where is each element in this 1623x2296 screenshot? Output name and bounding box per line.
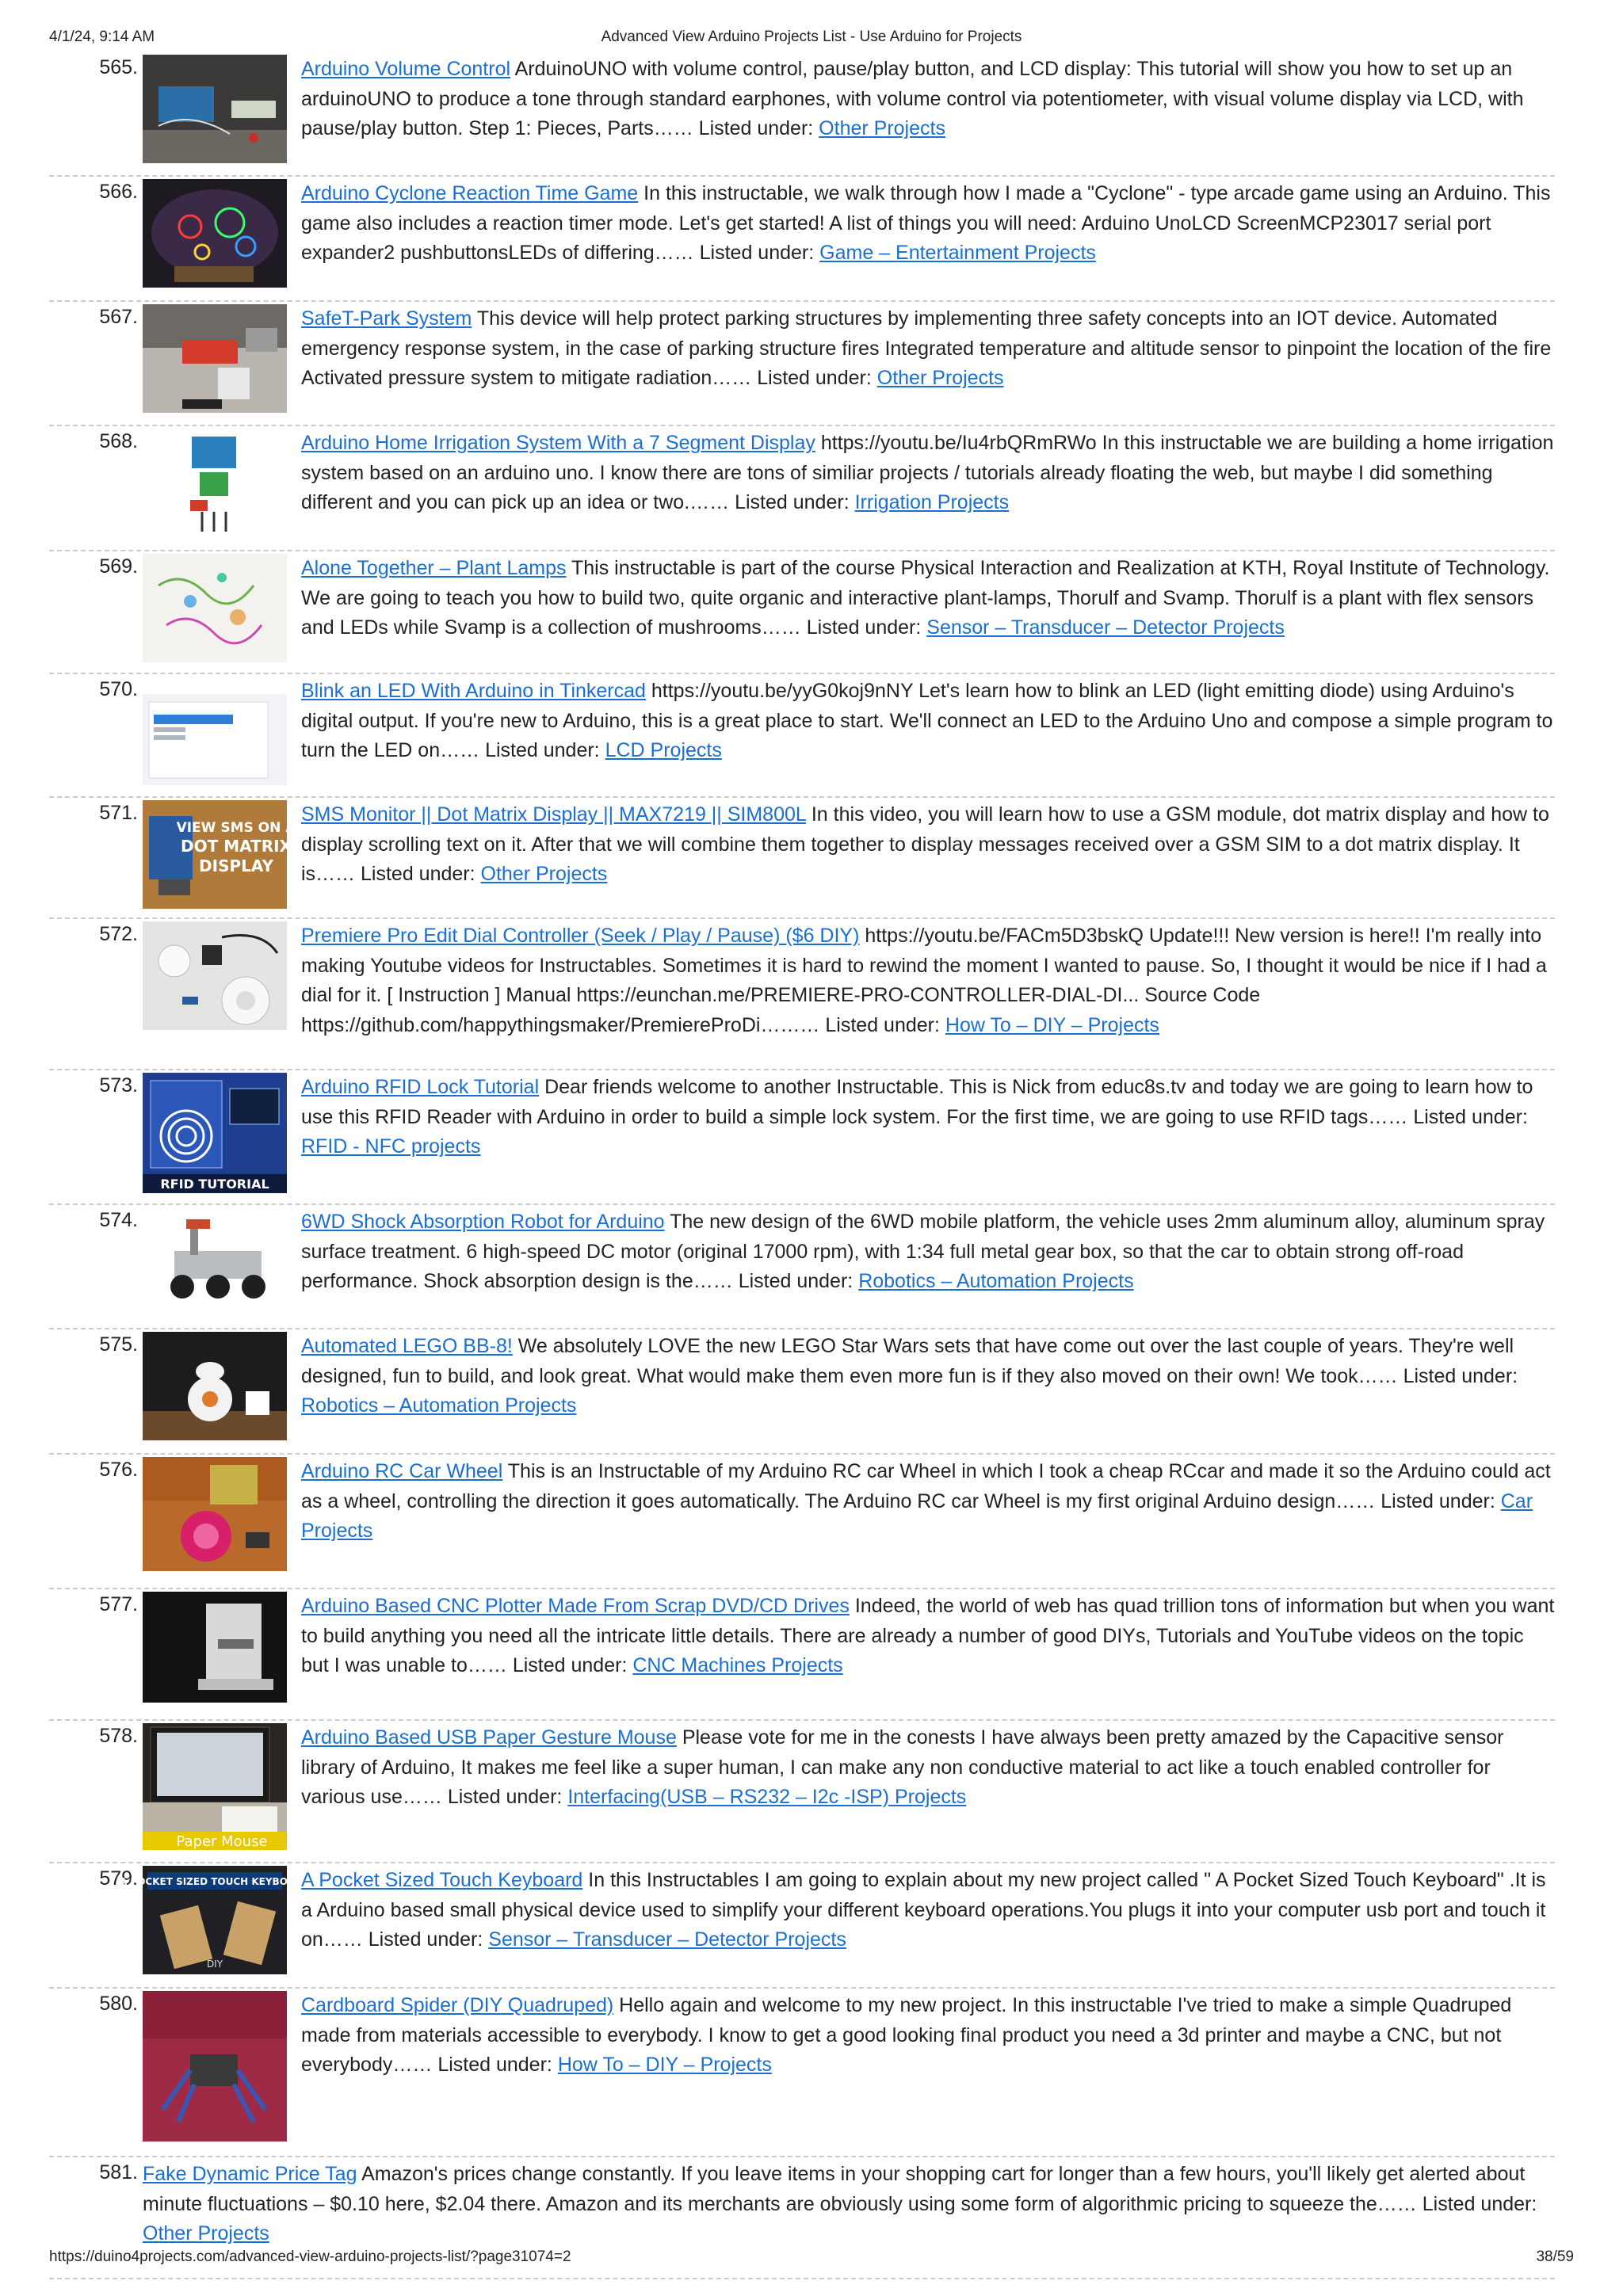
project-title-link[interactable]: Cardboard Spider (DIY Quadruped): [301, 1994, 614, 2016]
item-text: [301, 304, 1555, 394]
project-description: https://youtu.be/yyG0koj9nNY Let's learn how to blink an LED (light emitting diode) using Arduino's digital output. If you're new to Arduino, this is a great place to start. We'll connect an LED to the Arduino Uno and compose a simple program to turn the LED on……: [301, 680, 1553, 761]
listed-under-label: Listed under:: [512, 1654, 628, 1676]
project-thumbnail[interactable]: [143, 1207, 287, 1316]
project-title-link[interactable]: SMS Monitor || Dot Matrix Display || MAX7219 || SIM800L: [301, 803, 806, 826]
item-number: 576.: [99, 1459, 138, 1481]
category-link[interactable]: Other Projects: [819, 117, 945, 139]
project-thumbnail[interactable]: [143, 304, 287, 413]
project-description: This device will help protect parking structures by implementing three safety concepts into an IOT device. Automated emergency response system, in the case of parking structure fires Integrated temperature and altitude sensor to pinpoint the location of the fire Activated pressure system to mitigate radiation……: [301, 307, 1552, 389]
listed-under-label: Listed under:: [757, 367, 872, 389]
category-link[interactable]: Other Projects: [876, 367, 1004, 389]
project-thumbnail[interactable]: [143, 1073, 287, 1193]
project-description: https://youtu.be/Iu4rbQRmRWo In this instructable we are building a home irrigation system based on an arduino uno. I know there are tons of similiar projects / tutorials already floating the web, but maybe I did something different and you can pick up an idea or two.……: [301, 432, 1554, 513]
list-item: [49, 1989, 1555, 2157]
list-item: [49, 1070, 1555, 1205]
photo-icon: [143, 1723, 287, 1850]
item-text: [301, 921, 1555, 1040]
list-item: [49, 1589, 1555, 1721]
item-text: [301, 55, 1555, 144]
item-number: 566.: [99, 181, 138, 203]
item-number: 568.: [99, 430, 138, 452]
listed-under-label: Listed under:: [806, 616, 922, 639]
list-item: [49, 1455, 1555, 1589]
photo-icon: [143, 1457, 287, 1571]
rfid-icon: [143, 1073, 287, 1193]
robot-icon: [143, 1207, 287, 1316]
project-thumbnail[interactable]: [143, 179, 287, 288]
project-thumbnail[interactable]: [143, 1592, 287, 1703]
project-title-link[interactable]: Blink an LED With Arduino in Tinkercad: [301, 680, 646, 702]
listed-under-label: Listed under:: [738, 1270, 854, 1292]
project-description: In this Instructables I am going to explain about my new project called " A Pocket Sized Touch Keyboard" .It is a Arduino based small physical device used to simplify your different keyboard operations.You plugs it into your computer usb port and touch it on……: [301, 1869, 1546, 1951]
item-number: 574.: [99, 1209, 138, 1231]
project-title-link[interactable]: Premiere Pro Edit Dial Controller (Seek / Play / Pause) ($6 DIY): [301, 925, 860, 947]
listed-under-label: Listed under:: [735, 491, 850, 513]
project-description: Please vote for me in the conests I have always been pretty amazed by the Capacitive sensor library of Arduino, It makes me feel like a super human, I can make any non conductive material to act like a touch enabled controller for various use……: [301, 1726, 1504, 1808]
project-title-link[interactable]: Arduino Cyclone Reaction Time Game: [301, 182, 639, 204]
item-text: [301, 1457, 1555, 1547]
category-link[interactable]: Robotics – Automation Projects: [301, 1394, 577, 1417]
print-header: [49, 29, 1574, 51]
list-item: [49, 1329, 1555, 1455]
project-description: Indeed, the world of web has quad trillion tons of information but when you want to build anything you need all the intricate little details. There are already a number of good DIYs, Tutorials and YouTube videos on the topic but I was unable to……: [301, 1595, 1555, 1676]
listed-under-label: Listed under:: [1403, 1364, 1518, 1387]
thumbnail-caption: Paper Mouse: [176, 1833, 268, 1850]
project-description: Amazon's prices change constantly. If you leave items in your shopping cart for longer than a few hours, you'll likely get alerted about minute fluctuations – $0.10 here, $2.04 there. Amazon and its merchants are obviously using some form of algorithmic pricing to squeeze the……: [143, 2163, 1526, 2215]
listed-under-label: Listed under:: [485, 739, 600, 761]
item-number: 577.: [99, 1593, 138, 1615]
item-text: [301, 179, 1555, 269]
print-footer: [49, 2248, 1574, 2271]
diagram-icon: [143, 429, 287, 537]
list-item: [49, 302, 1555, 426]
svg-text:DIY: DIY: [206, 1958, 223, 1970]
project-title-link[interactable]: Arduino Volume Control: [301, 58, 511, 80]
item-text: [301, 1332, 1555, 1421]
category-link[interactable]: Sensor – Transducer – Detector Projects: [488, 1928, 846, 1951]
item-number: 570.: [99, 678, 138, 700]
listed-under-label: Listed under:: [447, 1786, 563, 1808]
list-item: [49, 1863, 1555, 1989]
list-item: [49, 798, 1555, 919]
listed-under-label: Listed under:: [361, 863, 475, 885]
project-thumbnail[interactable]: [143, 1457, 287, 1571]
svg-text:DISPLAY: DISPLAY: [199, 856, 273, 875]
project-thumbnail[interactable]: [143, 554, 287, 662]
project-description: The new design of the 6WD mobile platform, the vehicle uses 2mm aluminum alloy, aluminum spray surface treatment. 6 high-speed DC motor (original 17000 rpm), with 1:34 full metal gear box, so that the car to obtain strong off-road performance. Shock absorption design is the……: [301, 1211, 1545, 1292]
item-text: [301, 1866, 1555, 1955]
project-description: We absolutely LOVE the new LEGO Star Wars sets that have come out over the last couple of years. They're well designed, fun to build, and look great. What would make them even more fun is if they also moved on their own! We took……: [301, 1335, 1514, 1387]
listed-under-label: Listed under:: [699, 242, 815, 264]
project-thumbnail[interactable]: [143, 921, 287, 1030]
item-number: 567.: [99, 306, 138, 328]
photo-icon: [143, 55, 287, 163]
thumbnail-caption: RFID TUTORIAL: [160, 1177, 269, 1192]
category-link[interactable]: Sensor – Transducer – Detector Projects: [926, 616, 1285, 639]
item-number: 575.: [99, 1333, 138, 1356]
screenshot-icon: [143, 677, 287, 785]
project-title-link[interactable]: Alone Together – Plant Lamps: [301, 557, 567, 579]
project-list: [49, 52, 1555, 2279]
item-number: 578.: [99, 1725, 138, 1747]
item-number: 565.: [99, 56, 138, 78]
listed-under-label: Listed under:: [1422, 2192, 1537, 2215]
category-link[interactable]: Game – Entertainment Projects: [819, 242, 1096, 264]
photo-icon: [143, 921, 287, 1030]
list-item: [49, 1721, 1555, 1863]
item-number: 580.: [99, 1993, 138, 2015]
item-number: 573.: [99, 1074, 138, 1097]
listed-under-label: Listed under:: [1413, 1105, 1528, 1128]
list-item: [49, 52, 1555, 177]
project-title-link[interactable]: A Pocket Sized Touch Keyboard: [301, 1869, 583, 1891]
item-number: 572.: [99, 923, 138, 945]
item-number: 571.: [99, 802, 138, 824]
video-thumbnail-icon: [143, 800, 296, 909]
list-item: [49, 919, 1555, 1070]
sketch-icon: [143, 554, 287, 662]
project-thumbnail[interactable]: [143, 1991, 287, 2142]
project-description: Hello again and welcome to my new project. In this instructable I've tried to make a simple Quadruped made from materials accessible to everybody. I know to get a good looking final product you need a 3d printer and maybe a CNC, but not everybody……: [301, 1994, 1512, 2076]
category-link[interactable]: Irrigation Projects: [854, 491, 1010, 513]
category-link[interactable]: Other Projects: [143, 2222, 269, 2245]
category-link[interactable]: Car Projects: [301, 1489, 1533, 1542]
project-title-link[interactable]: Fake Dynamic Price Tag: [143, 2163, 357, 2185]
svg-text:VIEW SMS ON A: VIEW SMS ON A: [176, 820, 296, 836]
list-item: [49, 1205, 1555, 1329]
item-text: [301, 1991, 1555, 2081]
project-title-link[interactable]: Arduino Based CNC Plotter Made From Scrap DVD/CD Drives: [301, 1595, 850, 1617]
project-description: In this instructable, we walk through how I made a "Cyclone" - type arcade game using an Arduino. This game also includes a reaction timer mode. Let's get started! A list of things you will need: Arduino UnoLCD ScreenMCP23017 serial port expander2 pushbuttonsLEDs of differing……: [301, 182, 1551, 264]
project-thumbnail[interactable]: [143, 1332, 287, 1440]
item-text: [301, 429, 1555, 518]
category-link[interactable]: Robotics – Automation Projects: [858, 1270, 1134, 1292]
project-description: Dear friends welcome to another Instructable. This is Nick from educ8s.tv and today we are going to learn how to use this RFID Reader with Arduino in order to build a simple lock system. For the first time, we are going to use RFID tags……: [301, 1076, 1533, 1128]
list-item: [49, 426, 1555, 551]
project-title-link[interactable]: Arduino RFID Lock Tutorial: [301, 1076, 540, 1098]
item-number: 569.: [99, 555, 138, 578]
item-text: [301, 554, 1555, 643]
category-link[interactable]: How To – DIY – Projects: [557, 2054, 772, 2076]
svg-text:DOT MATRIX: DOT MATRIX: [181, 837, 292, 856]
page-number: 38/59: [1536, 2248, 1574, 2265]
project-title-link[interactable]: Automated LEGO BB-8!: [301, 1335, 513, 1357]
photo-icon: [143, 304, 287, 413]
listed-under-label: Listed under:: [437, 2054, 552, 2076]
project-title-link[interactable]: SafeT-Park System: [301, 307, 472, 330]
listed-under-label: Listed under:: [825, 1013, 940, 1036]
photo-icon: [143, 1991, 287, 2142]
project-title-link[interactable]: Arduino Home Irrigation System With a 7 Segment Display: [301, 432, 815, 454]
project-thumbnail[interactable]: [143, 1723, 287, 1850]
item-text: [301, 800, 1555, 890]
project-thumbnail[interactable]: [143, 800, 296, 909]
item-number: 579.: [99, 1867, 138, 1890]
item-text: [301, 1592, 1555, 1681]
item-number: 581.: [99, 2161, 138, 2183]
project-thumbnail[interactable]: [143, 677, 287, 785]
project-description: This is an Instructable of my Arduino RC car Wheel in which I took a cheap RCcar and made it so the Arduino could act as a wheel, controlling the direction it goes automatically. The Arduino RC car Wheel is my first original Arduino design……: [301, 1460, 1551, 1512]
item-text: [143, 2160, 1555, 2249]
project-description: In this video, you will learn how to use a GSM module, dot matrix display and how to display scrolling text on it. After that we will combine them together to display messages received over a GSM SIM to a dot matrix display. It is……: [301, 803, 1549, 885]
project-description: This instructable is part of the course Physical Interaction and Realization at KTH, Royal Institute of Technology. We are going to teach you how to build two, quite organic and interactive plant-lamps, Thorulf and Svamp. Thorulf is a plant with flex sensors and LEDs while Svamp is a collection of mushrooms……: [301, 557, 1550, 639]
list-item: [49, 674, 1555, 798]
project-title-link[interactable]: Arduino Based USB Paper Gesture Mouse: [301, 1726, 677, 1749]
category-link[interactable]: LCD Projects: [605, 739, 722, 761]
thumbnail-caption: A POCKET SIZED TOUCH KEYBOARD: [119, 1876, 311, 1887]
listed-under-label: Listed under:: [368, 1928, 483, 1951]
item-text: [301, 1207, 1555, 1297]
project-description: https://youtu.be/FACm5D3bskQ Update!!! New version is here!! I'm really into making Youtube videos for Instructables. Sometimes it is hard to rewind the moment I wanted to pause. So, I thought it would be nice if I had a dial for it. [ Instruction ] Manual https://eunchan.me/PREMIERE-PRO-CONTROLLER-DIAL-DI... Source Code https://github.com/happythingsmaker/PremiereProDi………: [301, 925, 1547, 1036]
photo-icon: [143, 1592, 287, 1703]
project-thumbnail[interactable]: [143, 429, 287, 537]
print-date: 4/1/24, 9:14 AM: [49, 29, 155, 45]
category-link[interactable]: Other Projects: [480, 863, 608, 885]
category-link[interactable]: RFID - NFC projects: [301, 1135, 481, 1158]
keyboard-icon: [119, 1866, 311, 1974]
page-url: https://duino4projects.com/advanced-view-arduino-projects-list/?page31074=2: [49, 2248, 571, 2265]
list-item: [49, 177, 1555, 302]
page-title: Advanced View Arduino Projects List - Use Arduino for Projects: [601, 29, 1022, 45]
project-title-link[interactable]: Arduino RC Car Wheel: [301, 1460, 503, 1482]
project-thumbnail[interactable]: [119, 1866, 311, 1974]
project-thumbnail[interactable]: [143, 55, 287, 163]
item-text: [301, 1723, 1555, 1813]
item-text: [301, 1073, 1555, 1162]
item-text: [301, 677, 1555, 766]
category-link[interactable]: Interfacing(USB – RS232 – I2c -ISP) Projects: [567, 1786, 967, 1808]
photo-icon: [143, 179, 287, 288]
project-description: ArduinoUNO with volume control, pause/play button, and LCD display: This tutorial will show you how to set up an arduinoUNO to produce a tone through standard earphones, with volume control via potentiometer, with visual volume display via LCD, with pause/play button. Step 1: Pieces, Parts……: [301, 58, 1524, 139]
list-item: [49, 551, 1555, 674]
listed-under-label: Listed under:: [698, 117, 814, 139]
photo-icon: [143, 1332, 287, 1440]
category-link[interactable]: How To – DIY – Projects: [945, 1013, 1159, 1036]
listed-under-label: Listed under:: [1381, 1489, 1495, 1512]
category-link[interactable]: CNC Machines Projects: [632, 1654, 843, 1676]
project-title-link[interactable]: 6WD Shock Absorption Robot for Arduino: [301, 1211, 665, 1233]
